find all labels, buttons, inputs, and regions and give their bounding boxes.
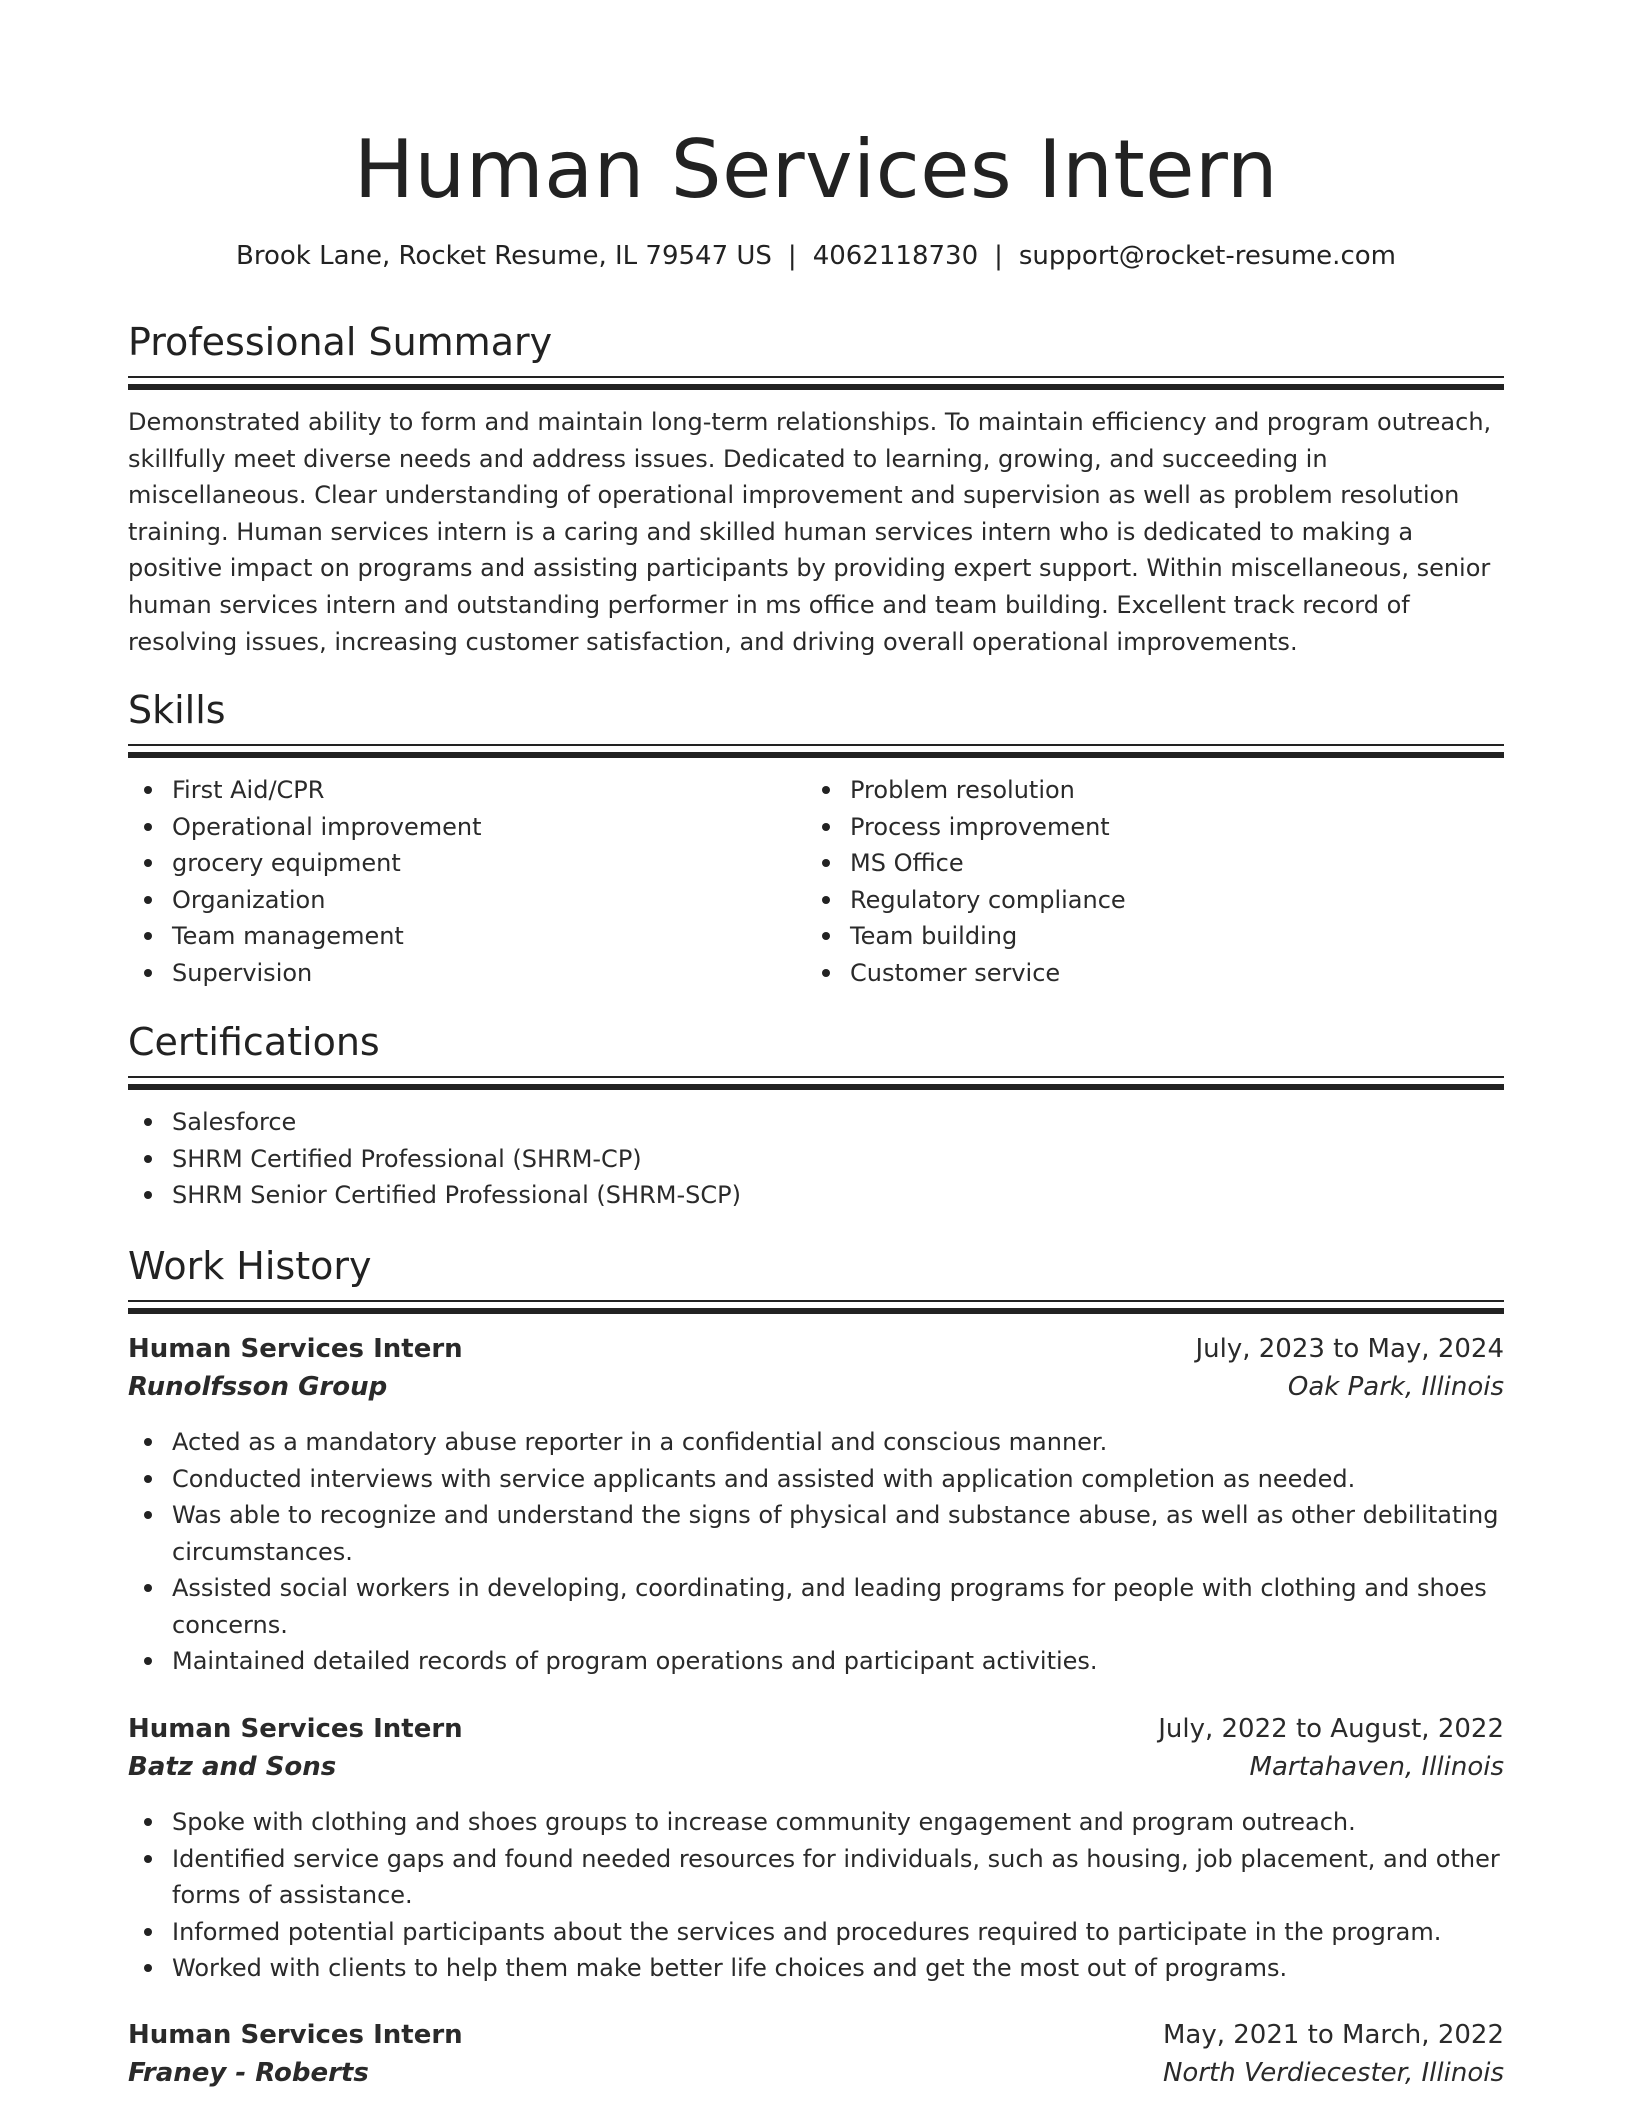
section-title-summary: Professional Summary	[128, 320, 553, 364]
skill-item: Supervision	[128, 955, 798, 992]
section-title-work-history: Work History	[128, 1244, 372, 1288]
section-divider	[128, 1300, 1504, 1314]
job-bullet: Informed potential participants about the services and procedures required to participate in the program.	[128, 1914, 1504, 1951]
contact-separator: |	[787, 241, 797, 271]
job-title: Human Services Intern	[128, 1334, 463, 1364]
skills-list-left	[128, 772, 798, 991]
skill-item: Operational improvement	[128, 809, 798, 846]
contact-phone: 4062118730	[812, 241, 979, 271]
contact-address: Brook Lane, Rocket Resume, IL 79547 US	[236, 241, 772, 271]
skill-item: Regulatory compliance	[806, 882, 1504, 919]
job-header	[128, 1330, 1504, 1368]
job-location: Oak Park, Illinois	[1287, 1372, 1504, 1402]
certification-item: SHRM Certified Professional (SHRM-CP)	[128, 1141, 1504, 1178]
contact-email: support@rocket-resume.com	[1018, 241, 1396, 271]
skill-item: grocery equipment	[128, 845, 798, 882]
section-divider	[128, 376, 1504, 390]
skill-item: Customer service	[806, 955, 1504, 992]
job-bullet: Maintained detailed records of program operations and participant activities.	[128, 1643, 1504, 1680]
contact-separator: |	[994, 241, 1003, 271]
job-bullets	[128, 1804, 1504, 1987]
job-title: Human Services Intern	[128, 2020, 463, 2050]
job-bullets	[128, 1424, 1504, 1680]
job-company: Franey - Roberts	[128, 2058, 369, 2088]
job-bullet: Assisted social workers in developing, coordinating, and leading programs for people with clothing and shoes concerns.	[128, 1570, 1504, 1643]
candidate-name: Human Services Intern	[353, 123, 1279, 216]
certification-item: SHRM Senior Certified Professional (SHRM-SCP)	[128, 1177, 1504, 1214]
contact-line	[128, 238, 1504, 274]
job-subheader	[128, 1368, 1504, 1406]
certifications-list	[128, 1104, 1504, 1214]
section-title-certifications: Certifications	[128, 1020, 380, 1064]
job-bullet: Was able to recognize and understand the signs of physical and substance abuse, as well as other debilitating circumstances.	[128, 1497, 1504, 1570]
job-dates: July, 2023 to May, 2024	[1195, 1334, 1504, 1364]
skill-item: Process improvement	[806, 809, 1504, 846]
certification-item: Salesforce	[128, 1104, 1504, 1141]
skill-item: Team management	[128, 918, 798, 955]
skill-item: Organization	[128, 882, 798, 919]
job-company: Runolfsson Group	[128, 1372, 388, 1402]
job-bullet: Spoke with clothing and shoes groups to increase community engagement and program outreach.	[128, 1804, 1504, 1841]
job-header	[128, 1710, 1504, 1748]
skill-item: Problem resolution	[806, 772, 1504, 809]
job-bullet: Identified service gaps and found needed resources for individuals, such as housing, job placement, and other forms of assistance.	[128, 1841, 1504, 1914]
job-header	[128, 2016, 1504, 2054]
section-divider	[128, 1076, 1504, 1090]
job-company: Batz and Sons	[128, 1752, 337, 1782]
skills-list-right	[806, 772, 1504, 991]
job-bullet: Conducted interviews with service applicants and assisted with application completion as needed.	[128, 1461, 1504, 1498]
job-title: Human Services Intern	[128, 1714, 463, 1744]
job-subheader	[128, 2054, 1504, 2092]
job-dates: July, 2022 to August, 2022	[1158, 1714, 1504, 1744]
skill-item: Team building	[806, 918, 1504, 955]
summary-text: Demonstrated ability to form and maintain long-term relationships. To maintain efficiency and program outreach, skillfully meet diverse needs and address issues. Dedicated to learning, growing, and succeeding in miscellaneous. Clear understanding of operational improvement and supervision as well as problem resolution training. Human services intern is a caring and skilled human services intern who is dedicated to making a positive impact on programs and assisting participants by providing expert support. Within miscellaneous, senior human services intern and outstanding performer in ms office and team building. Excellent track record of resolving issues, increasing customer satisfaction, and driving overall operational improvements.	[128, 408, 1492, 656]
job-location: Martahaven, Illinois	[1249, 1752, 1504, 1782]
skill-item: First Aid/CPR	[128, 772, 798, 809]
job-subheader	[128, 1748, 1504, 1786]
job-bullet: Acted as a mandatory abuse reporter in a confidential and conscious manner.	[128, 1424, 1504, 1461]
section-divider	[128, 744, 1504, 758]
job-location: North Verdiecester, Illinois	[1162, 2058, 1504, 2088]
skill-item: MS Office	[806, 845, 1504, 882]
resume-page	[128, 0, 1504, 2112]
job-dates: May, 2021 to March, 2022	[1162, 2020, 1504, 2050]
job-bullet: Worked with clients to help them make better life choices and get the most out of programs.	[128, 1950, 1504, 1987]
section-title-skills: Skills	[128, 688, 226, 732]
